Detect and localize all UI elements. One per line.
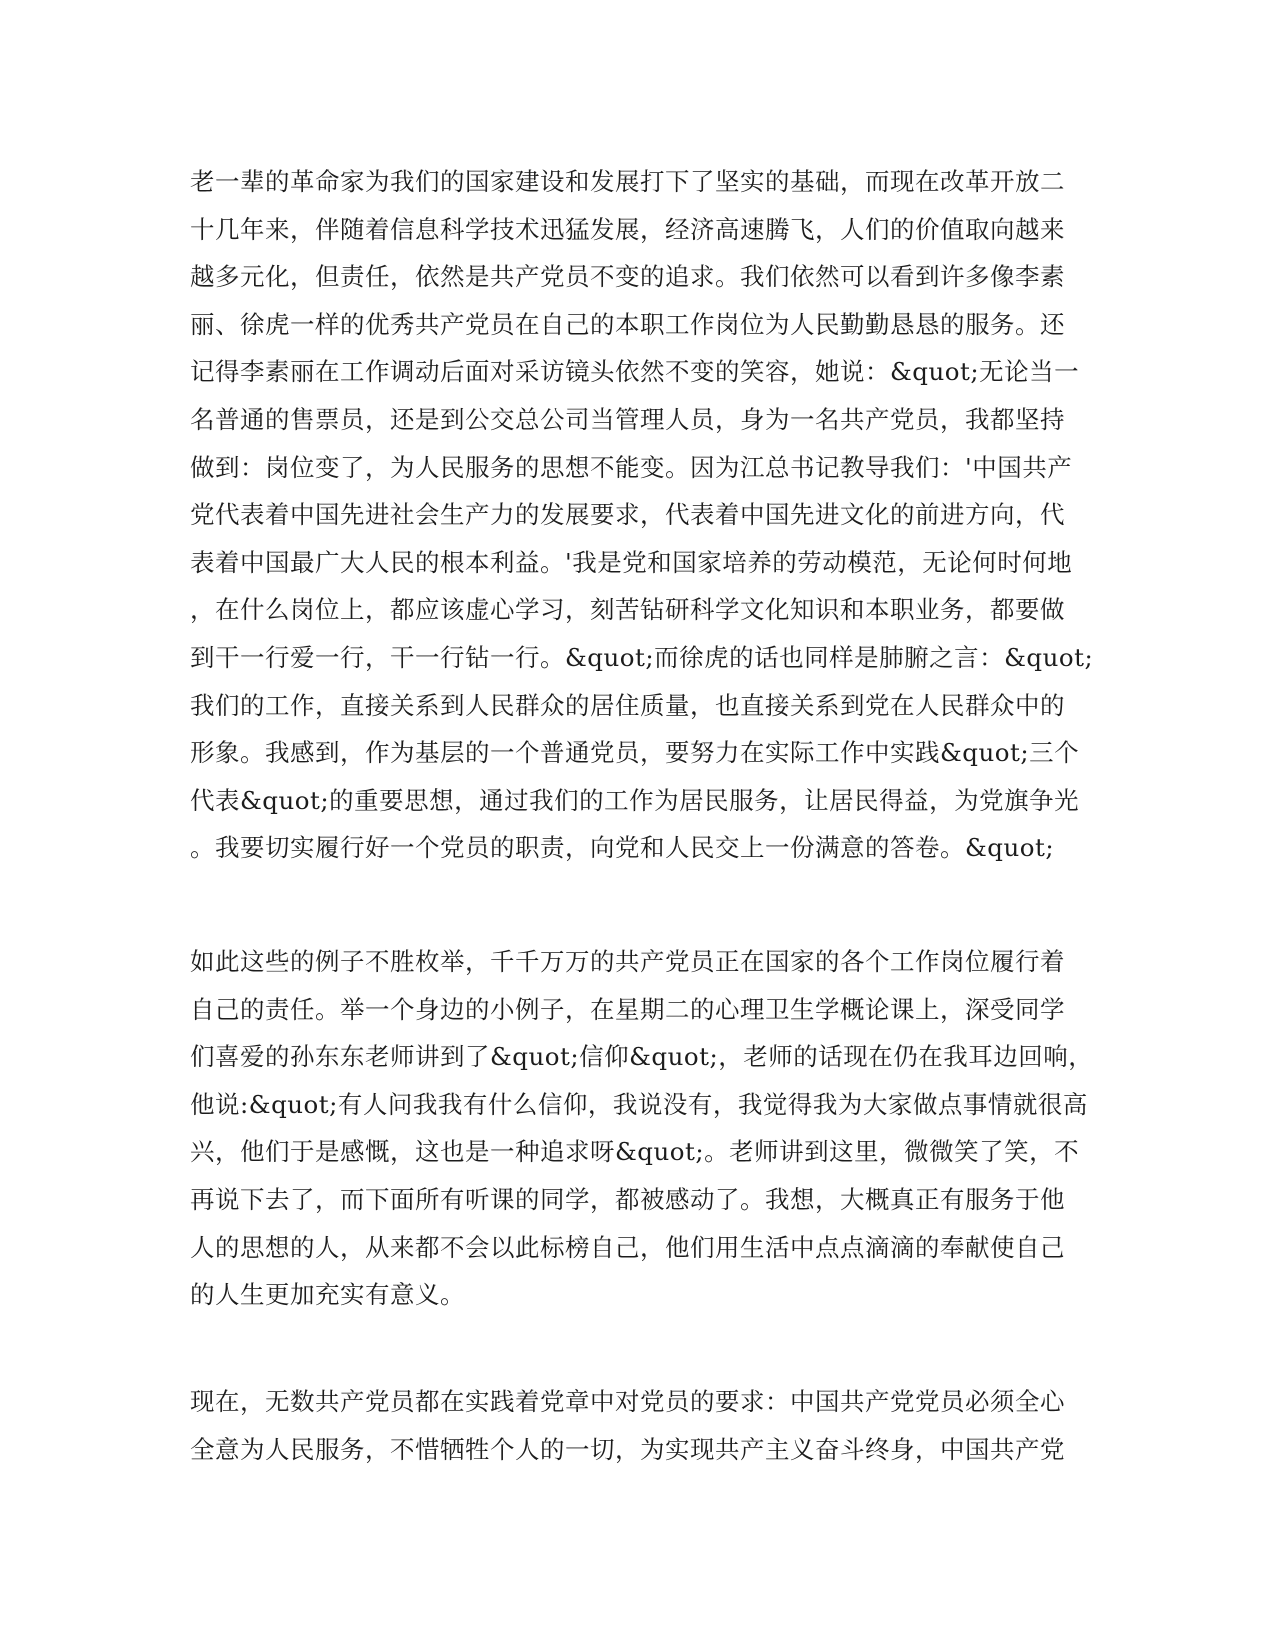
text-line: 丽、徐虎一样的优秀共产党员在自己的本职工作岗位为人民勤勤恳恳的服务。还 [190, 309, 1065, 339]
text-line: 到干一行爱一行，干一行钻一行。&quot;而徐虎的话也同样是肺腑之言：&quot; [190, 642, 1094, 672]
text-line: 做到：岗位变了，为人民服务的思想不能变。因为江总书记教导我们：'中国共产 [190, 452, 1073, 482]
text-line: 人的思想的人，从来都不会以此标榜自己，他们用生活中点点滴滴的奉献使自己 [190, 1232, 1065, 1262]
text-line: 兴，他们于是感慨，这也是一种追求呀&quot;。老师讲到这里，微微笑了笑，不 [190, 1137, 1080, 1167]
text-line: 自己的责任。举一个身边的小例子，在星期二的心理卫生学概论课上，深受同学 [190, 994, 1065, 1024]
text-line: 代表&quot;的重要思想，通过我们的工作为居民服务，让居民得益，为党旗争光 [190, 785, 1080, 815]
text-line: 。我要切实履行好一个党员的职责，向党和人民交上一份满意的答卷。&quot; [190, 833, 1055, 863]
text-line: 再说下去了，而下面所有听课的同学，都被感动了。我想，大概真正有服务于他 [190, 1184, 1065, 1214]
text-line: 名普通的售票员，还是到公交总公司当管理人员，身为一名共产党员，我都坚持 [190, 404, 1065, 434]
text-line: 现在，无数共产党员都在实践着党章中对党员的要求：中国共产党党员必须全心 [190, 1387, 1065, 1416]
text-line: 老一辈的革命家为我们的国家建设和发展打下了坚实的基础，而现在改革开放二 [190, 167, 1065, 196]
paragraph-1 [190, 158, 1094, 872]
text-line: 表着中国最广大人民的根本利益。'我是党和国家培养的劳动模范，无论何时何地 [190, 547, 1073, 577]
text-line: ，在什么岗位上，都应该虚心学习，刻苦钻研科学文化知识和本职业务，都要做 [190, 595, 1065, 625]
paragraph-3 [190, 1378, 1090, 1473]
text-line: 记得李素丽在工作调动后面对采访镜头依然不变的笑容，她说：&quot;无论当一 [190, 357, 1080, 387]
text-line: 形象。我感到，作为基层的一个普通党员，要努力在实际工作中实践&quot;三个 [190, 738, 1080, 768]
text-line: 如此这些的例子不胜枚举，千千万万的共产党员正在国家的各个工作岗位履行着 [190, 947, 1065, 976]
text-line: 党代表着中国先进社会生产力的发展要求，代表着中国先进文化的前进方向，代 [190, 500, 1065, 530]
text-line: 我们的工作，直接关系到人民群众的居住质量，也直接关系到党在人民群众中的 [190, 690, 1065, 720]
paragraph-2 [190, 938, 1094, 1319]
text-line: 全意为人民服务，不惜牺牲个人的一切，为实现共产主义奋斗终身，中国共产党 [190, 1434, 1065, 1464]
text-line: 越多元化，但责任，依然是共产党员不变的追求。我们依然可以看到许多像李素 [190, 262, 1065, 292]
text-line: 十几年来，伴随着信息科学技术迅猛发展，经济高速腾飞，人们的价值取向越来 [190, 214, 1065, 244]
text-line: 们喜爱的孙东东老师讲到了&quot;信仰&quot;，老师的话现在仍在我耳边回响， [190, 1042, 1094, 1072]
text-line: 的人生更加充实有意义。 [190, 1280, 465, 1310]
text-line: 他说:&quot;有人问我我有什么信仰，我说没有，我觉得我为大家做点事情就很高 [190, 1089, 1088, 1119]
